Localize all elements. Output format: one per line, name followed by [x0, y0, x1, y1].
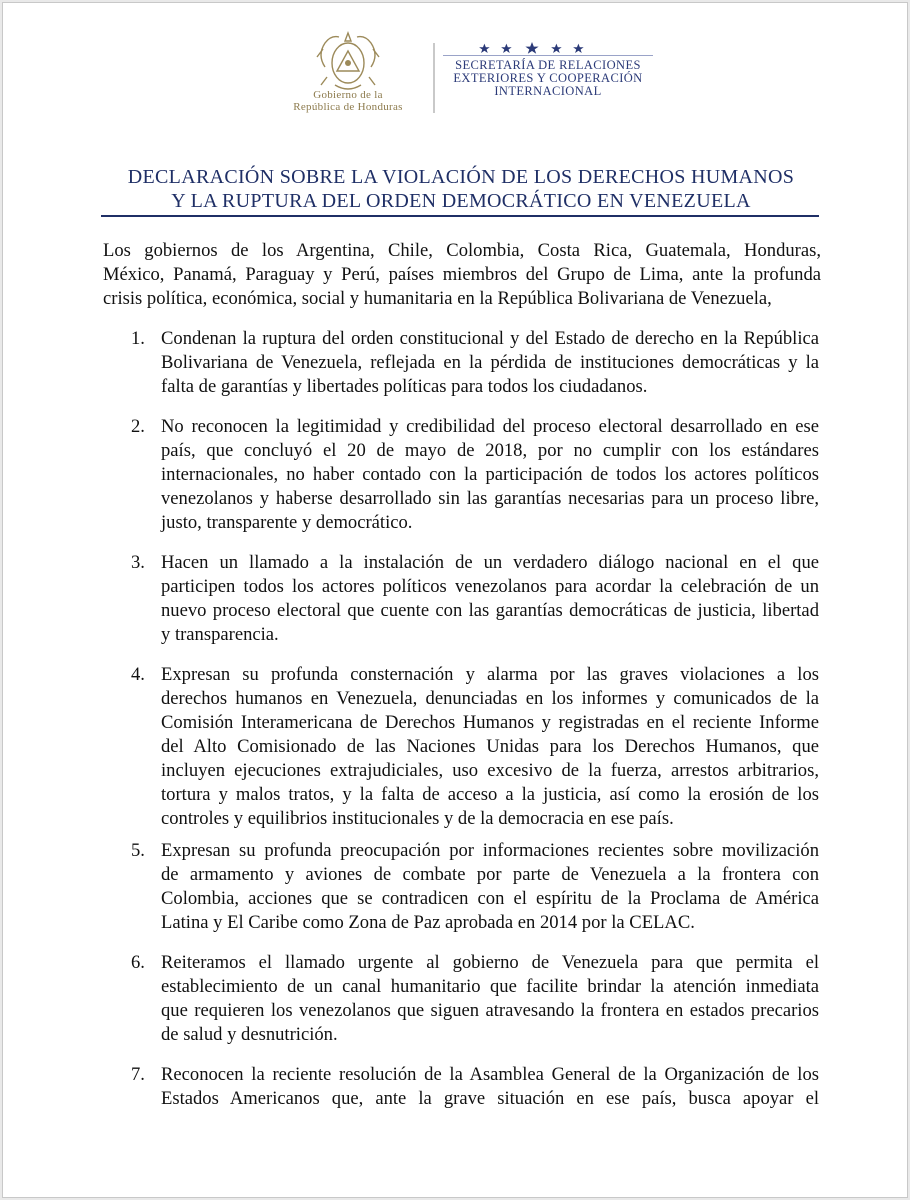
item-line: internacionales, no haber contado con la participación de todos los actores políticos	[161, 464, 819, 485]
header-divider	[433, 43, 435, 113]
title-line-1: DECLARACIÓN SOBRE LA VIOLACIÓN DE LOS DERECHOS HUMANOS	[127, 166, 795, 188]
item-line: Reiteramos el llamado urgente al gobierno de Venezuela para que permita el	[161, 952, 819, 973]
five-stars-icon	[478, 41, 588, 55]
item-line: del Alto Comisionado de las Naciones Unidas para los Derechos Humanos, que	[161, 736, 819, 757]
document-page	[2, 2, 908, 1198]
government-name	[273, 89, 423, 113]
item-line: y transparencia.	[161, 624, 279, 645]
government-line-2: República de Honduras	[293, 101, 403, 113]
item-number: 1.	[131, 328, 145, 349]
item-line: establecimiento de un canal humanitario que facilite brindar la atención inmediata	[161, 976, 819, 997]
item-line: derechos humanos en Venezuela, denunciadas en los informes y comunicados de la	[161, 688, 819, 709]
list-item	[161, 839, 819, 935]
item-line: Estados Americanos que, ante la grave situación en ese país, busca apoyar el	[161, 1088, 819, 1109]
item-line: de salud y desnutrición.	[161, 1024, 338, 1045]
item-line: Latina y El Caribe como Zona de Paz aprobada en 2014 por la CELAC.	[161, 912, 695, 933]
list-item	[161, 551, 819, 647]
ministry-rule	[443, 55, 653, 56]
list-item	[161, 415, 819, 535]
intro-line: crisis política, económica, social y humanitaria en la República Bolivariana de Venezuela,	[103, 288, 772, 309]
government-line-1: Gobierno de la	[313, 89, 383, 101]
list-item	[161, 1063, 819, 1111]
item-line: Comisión Interamericana de Derechos Humanos y registradas en el reciente Informe	[161, 712, 819, 733]
item-line: Hacen un llamado a la instalación de un verdadero diálogo nacional en el que	[161, 552, 819, 573]
ministry-line-3: INTERNACIONAL	[494, 84, 602, 98]
list-item	[161, 663, 819, 831]
item-number: 5.	[131, 840, 145, 861]
item-line: Condenan la ruptura del orden constitucional y del Estado de derecho en la República	[161, 328, 819, 349]
item-line: Expresan su profunda consternación y alarma por las graves violaciones a los	[161, 664, 819, 685]
title-line-2: Y LA RUPTURA DEL ORDEN DEMOCRÁTICO EN VENEZUELA	[171, 190, 751, 212]
item-line: participen todos los actores políticos venezolanos para acordar la celebración de un	[161, 576, 819, 597]
item-line: No reconocen la legitimidad y credibilidad del proceso electoral desarrollado en ese	[161, 416, 819, 437]
item-number: 7.	[131, 1064, 145, 1085]
item-number: 2.	[131, 416, 145, 437]
item-line: país, que concluyó el 20 de mayo de 2018, por no cumplir con los estándares	[161, 440, 819, 461]
intro-line: México, Panamá, Paraguay y Perú, países miembros del Grupo de Lima, ante la profunda	[103, 264, 821, 285]
item-line: que requieren los venezolanos que siguen atravesando la frontera en estados precarios	[161, 1000, 819, 1021]
intro-line: Los gobiernos de los Argentina, Chile, Colombia, Costa Rica, Guatemala, Honduras,	[103, 240, 821, 261]
item-line: nuevo proceso electoral que cuente con las garantías democráticas de justicia, libertad	[161, 600, 819, 621]
intro-paragraph	[103, 239, 821, 311]
item-number: 3.	[131, 552, 145, 573]
ministry-name	[443, 59, 653, 98]
letterhead	[273, 21, 653, 121]
item-line: venezolanos y haberse desarrollado sin las garantías necesarias para un proceso libre,	[161, 488, 819, 509]
item-line: tortura y malos tratos, y la falta de acceso a la justicia, así como la erosión de los	[161, 784, 819, 805]
list-item	[161, 951, 819, 1047]
title-underline	[101, 215, 819, 217]
list-item	[161, 327, 819, 399]
item-line: justo, transparente y democrático.	[161, 512, 413, 533]
item-line: Expresan su profunda preocupación por informaciones recientes sobre movilización	[161, 840, 819, 861]
item-line: controles y equilibrios institucionales y de la democracia en ese país.	[161, 808, 674, 829]
ministry-line-1: SECRETARÍA DE RELACIONES	[455, 58, 641, 72]
item-line: incluyen ejecuciones extrajudiciales, uso excesivo de la fuerza, arrestos arbitrarios,	[161, 760, 819, 781]
item-number: 4.	[131, 664, 145, 685]
item-number: 6.	[131, 952, 145, 973]
document-title	[101, 165, 821, 213]
item-line: Reconocen la reciente resolución de la Asamblea General de la Organización de los	[161, 1064, 819, 1085]
item-line: Colombia, acciones que se contradicen con el espíritu de la Proclama de América	[161, 888, 819, 909]
item-line: de armamento y aviones de combate por parte de Venezuela a la frontera con	[161, 864, 819, 885]
item-line: falta de garantías y libertades políticas para todos los ciudadanos.	[161, 376, 648, 397]
item-line: Bolivariana de Venezuela, reflejada en la pérdida de instituciones democráticas y la	[161, 352, 819, 373]
ministry-line-2: EXTERIORES Y COOPERACIÓN	[453, 71, 643, 85]
